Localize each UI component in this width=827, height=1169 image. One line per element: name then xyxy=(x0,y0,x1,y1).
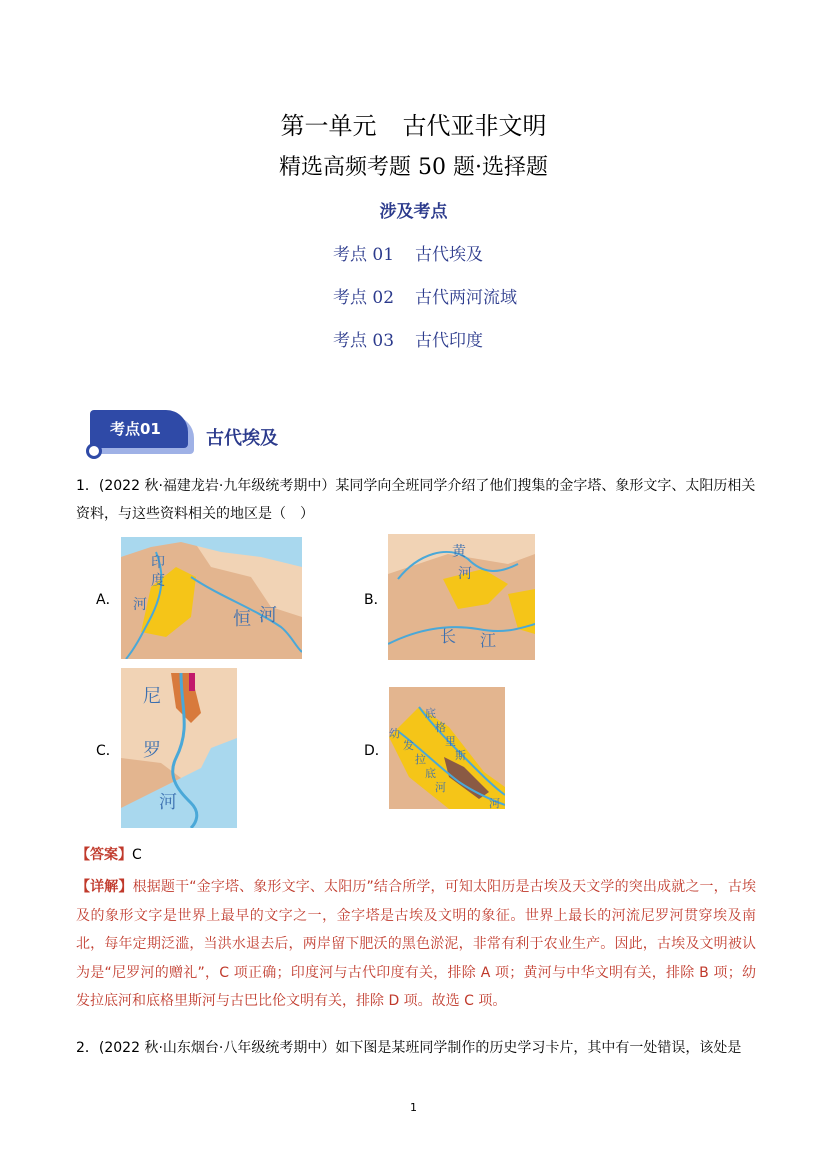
answer-detail: 【详解】根据题干“金字塔、象形文字、太阳历”结合所学，可知太阳历是古埃及天文学的突出成就之一，古埃及的象形文字是世界上最早的文字之一，金字塔是古埃及文明的象征。世界上最长的河流尼罗河贯穿埃及南北，每年定期泛滥，当洪水退去后，两岸留下肥沃的黑色淤泥，非常有利于农业生产。因此，古埃及文明被认为是“尼罗河的赠礼”，C 项正确；印度河与古代印度有关，排除 A 项；黄河与中华文明有关，排除 B 项；幼发拉底河和底格里斯河与古巴比伦文明有关，排除 D 项。故选 C 项。 xyxy=(76,879,756,1009)
option-d-map xyxy=(389,687,505,809)
svg-text:拉: 拉 xyxy=(415,753,426,766)
svg-text:长: 长 xyxy=(440,627,457,646)
option-b-map xyxy=(388,534,535,660)
kaodian-item: 考点 01 古代埃及 xyxy=(333,245,483,265)
option-a-map xyxy=(121,537,302,659)
option-a-label: A． xyxy=(96,592,120,608)
svg-text:底: 底 xyxy=(425,707,436,720)
svg-text:格: 格 xyxy=(435,721,446,734)
answer-line: 【答案】C xyxy=(76,847,142,863)
question-2-text: 2．(2022 秋·山东烟台·八年级统考期中）如下图是某班同学制作的历史学习卡片，其中有一处错误，该处是 xyxy=(76,1040,742,1056)
map-label: 度 xyxy=(151,573,165,589)
kaodian-item: 考点 03 古代印度 xyxy=(333,331,483,351)
option-d-label: D． xyxy=(364,743,389,759)
svg-text:里: 里 xyxy=(445,735,456,748)
kaodian-heading: 涉及考点 xyxy=(379,202,448,222)
page-number: 1 xyxy=(410,1101,417,1114)
svg-text:斯: 斯 xyxy=(455,749,466,762)
map-label: 印 xyxy=(151,555,165,571)
svg-text:尼: 尼 xyxy=(143,686,161,707)
svg-text:河: 河 xyxy=(159,792,177,813)
section-badge: 考点01 xyxy=(90,410,188,448)
svg-text:罗: 罗 xyxy=(143,740,161,761)
badge-dot-icon xyxy=(86,443,102,459)
map-label: 河 xyxy=(133,597,147,613)
svg-text:幼: 幼 xyxy=(389,727,400,740)
svg-text:发: 发 xyxy=(403,739,414,752)
page-title: 第一单元 古代亚非文明 xyxy=(280,112,547,140)
svg-text:河: 河 xyxy=(435,781,446,794)
svg-text:黄: 黄 xyxy=(452,544,466,560)
map-label: 河 xyxy=(259,605,277,626)
svg-text:河: 河 xyxy=(489,797,500,809)
option-c-map xyxy=(121,668,237,828)
map-label: 恒 xyxy=(233,609,251,630)
kaodian-item: 考点 02 古代两河流域 xyxy=(333,288,517,308)
question-1-text: 1．(2022 秋·福建龙岩·九年级统考期中）某同学向全班同学介绍了他们搜集的金字塔、象形文字、太阳历相关资料，与这些资料相关的地区是（ ） xyxy=(76,478,756,522)
svg-text:江: 江 xyxy=(480,631,497,650)
option-c-label: C． xyxy=(96,743,120,759)
option-b-label: B． xyxy=(364,592,388,608)
svg-text:河: 河 xyxy=(458,566,472,582)
section-title: 古代埃及 xyxy=(206,428,278,449)
page-subtitle: 精选高频考题 50 题·选择题 xyxy=(279,155,548,180)
svg-text:底: 底 xyxy=(425,767,436,780)
